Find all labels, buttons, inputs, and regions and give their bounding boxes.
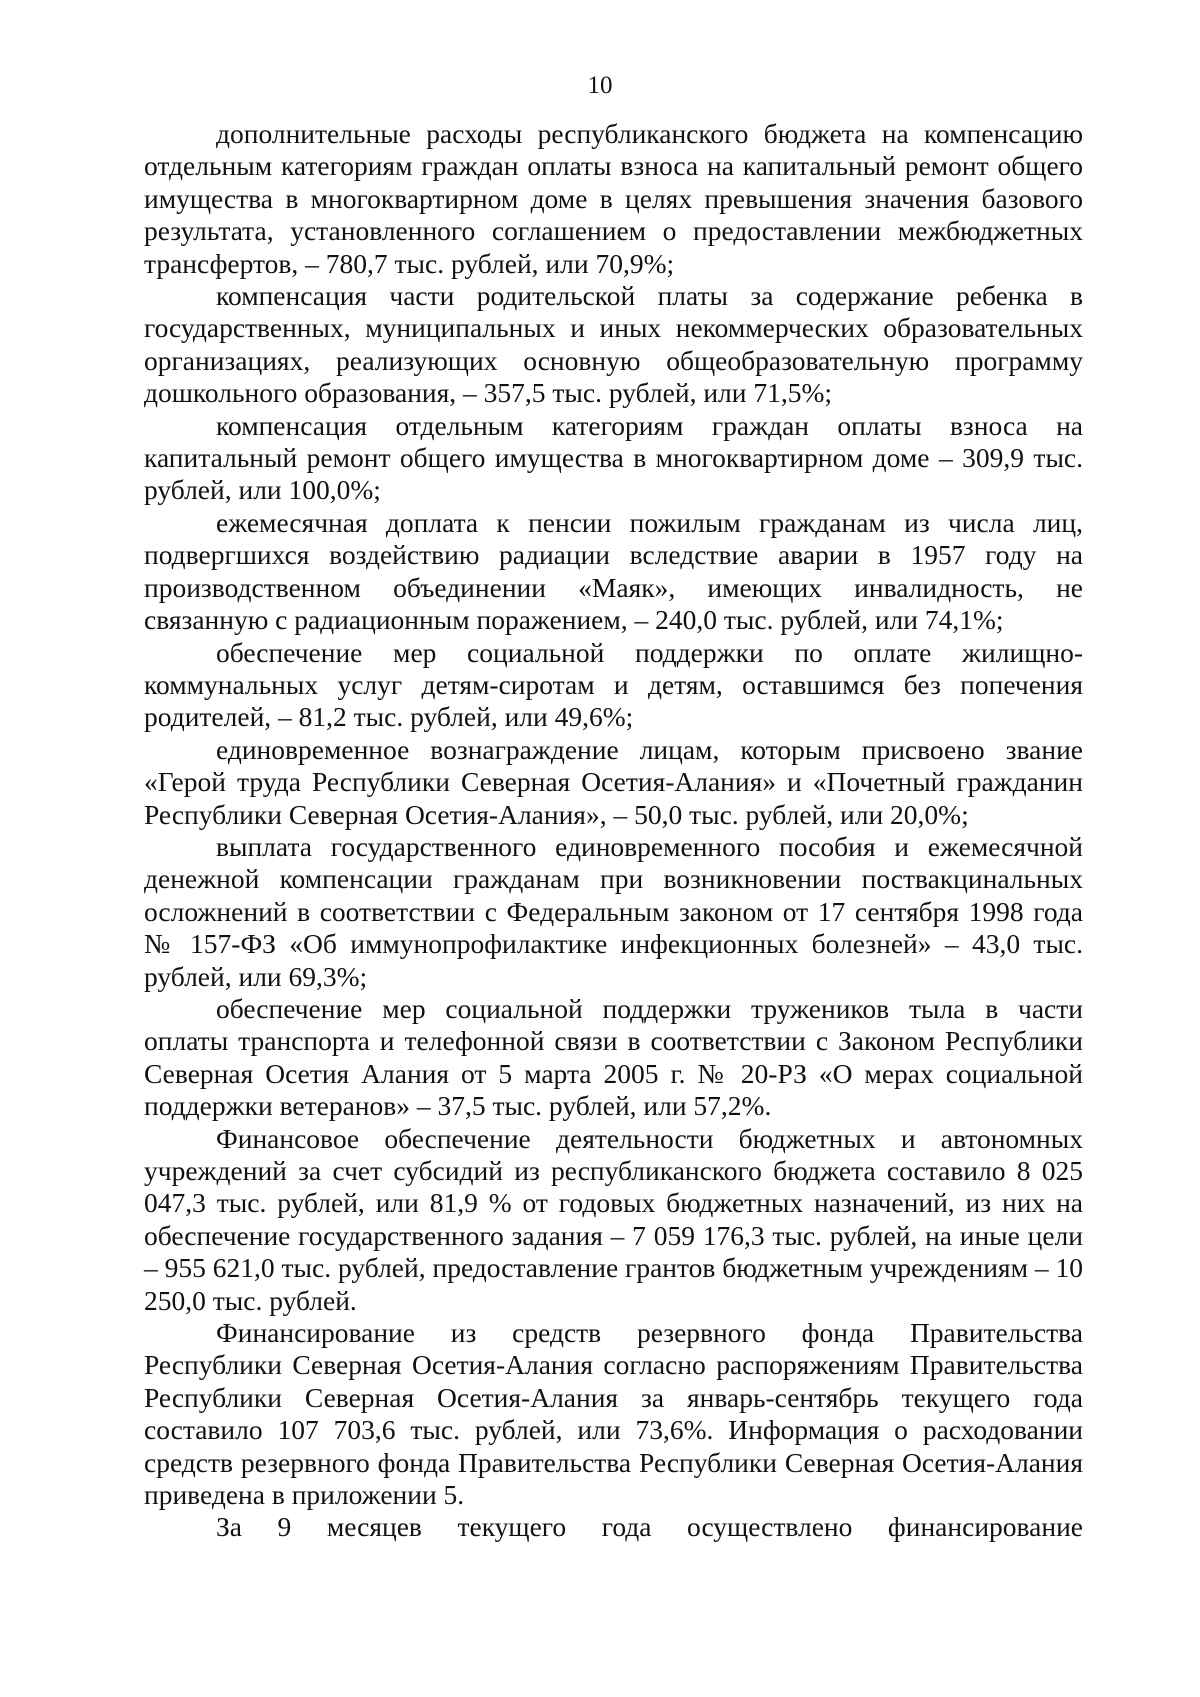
paragraph-reserve-fund: Финансирование из средств резервного фонда Правительства Республики Северная Осетия-Алания согласно распоряжениям Правительства Республики Северная Осетия-Алания за январь-сентябрь текущего года составило 107 703,6 тыс. рублей, или 73,6%. Информация о расходовании средств резервного фонда Правительства Республики Северная Осетия-Алания приведена в приложении 5. xyxy=(144,1317,1083,1511)
paragraph-parental-fee-compensation: компенсация части родительской платы за содержание ребенка в государственных, муниципальных и иных некоммерческих образовательных организациях, реализующих основную общеобразовательную программу дошкольного образования, – 357,5 тыс. рублей, или 71,5%; xyxy=(144,280,1083,409)
paragraph-home-front-workers-support: обеспечение мер социальной поддержки тружеников тыла в части оплаты транспорта и телефонной связи в соответствии с Законом Республики Северная Осетия Алания от 5 марта 2005 г. № 20-РЗ «О мерах социальной поддержки ветеранов» – 37,5 тыс. рублей, или 57,2%. xyxy=(144,992,1083,1122)
paragraph-orphans-housing-support: обеспечение мер социальной поддержки по оплате жилищно-коммунальных услуг детям-сиротам и детям, оставшимся без попечения родителей, – 81,2 тыс. рублей, или 49,6%; xyxy=(144,636,1083,733)
paragraph-capital-repair-compensation: компенсация отдельным категориям граждан оплаты взноса на капитальный ремонт общего имущества в многоквартирном доме – 309,9 тыс. рублей, или 100,0%; xyxy=(144,409,1083,506)
page-number: 10 xyxy=(587,72,613,99)
paragraph-nine-months-financing: За 9 месяцев текущего года осуществлено финансирование xyxy=(216,1511,1083,1543)
paragraph-institutions-financing: Финансовое обеспечение деятельности бюджетных и автономных учреждений за счет субсидий из республиканского бюджета составило 8 025 047,3 тыс. рублей, или 81,9 % от годовых бюджетных назначений, из них на обеспечение государственного задания – 7 059 176,3 тыс. рублей, на иные цели – 955 621,0 тыс. рублей, предоставление грантов бюджетным учреждениям – 10 250,0 тыс. рублей. xyxy=(144,1122,1083,1316)
paragraph-capital-repair-extra: дополнительные расходы республиканского бюджета на компенсацию отдельным категориям граждан оплаты взноса на капитальный ремонт общего имущества в многоквартирном доме в целях превышения значения базового результата, установленного соглашением о предоставлении межбюджетных трансфертов, – 780,7 тыс. рублей, или 70,9%; xyxy=(144,118,1083,279)
document-body xyxy=(144,118,1083,1544)
paragraph-pension-supplement: ежемесячная доплата к пенсии пожилым гражданам из числа лиц, подвергшихся воздействию радиации вследствие аварии в 1957 году на производственном объединении «Маяк», имеющих инвалидность, не связанную с радиационным поражением, – 240,0 тыс. рублей, или 74,1%; xyxy=(144,506,1083,636)
paragraph-vaccination-compensation: выплата государственного единовременного пособия и ежемесячной денежной компенсации гражданам при возникновении поствакцинальных осложнений в соответствии с Федеральным законом от 17 сентября 1998 года № 157-ФЗ «Об иммунопрофилактике инфекционных болезней» – 43,0 тыс. рублей, или 69,3%; xyxy=(144,830,1083,992)
paragraph-honorary-title-reward: единовременное вознаграждение лицам, которым присвоено звание «Герой труда Республики Северная Осетия-Алания» и «Почетный гражданин Республики Северная Осетия-Алания», – 50,0 тыс. рублей, или 20,0%; xyxy=(144,733,1083,830)
